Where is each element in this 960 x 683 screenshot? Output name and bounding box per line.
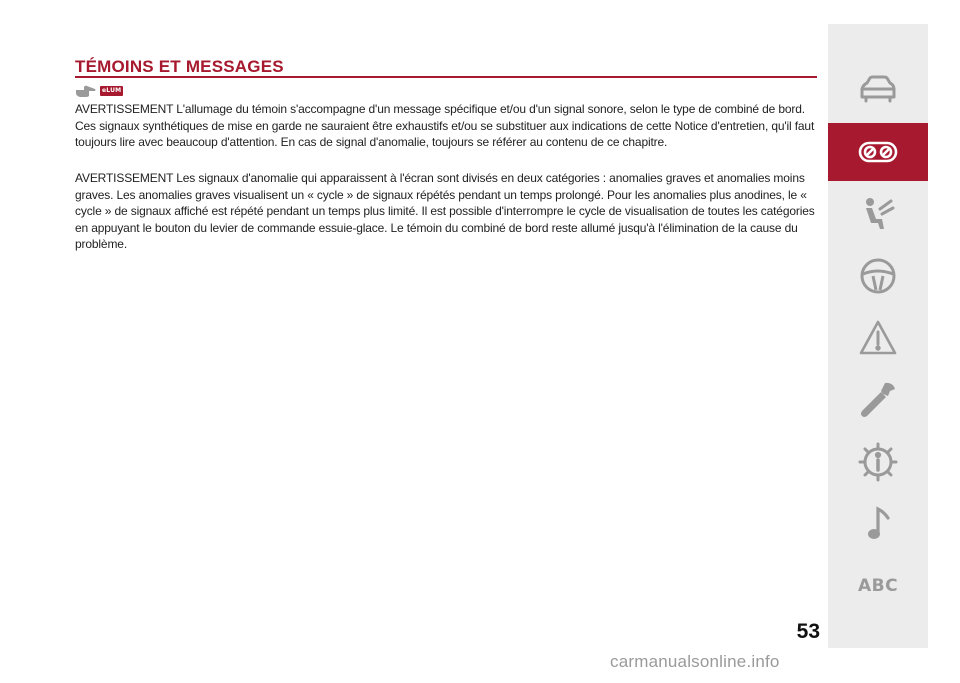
sidebar-item-emergency[interactable] [828,309,928,367]
chapter-sidebar [828,24,928,648]
seat-airbag-icon [857,193,899,235]
watermark: carmanualsonline.info [610,652,780,671]
sidebar-item-technical-data[interactable] [828,433,928,491]
paragraph-2: AVERTISSEMENT Les signaux d'anomalie qui apparaissent à l'écran sont divisés en deux catégories : anomalies graves et anomalies moins graves. Les anomalies graves visualisent un « cycle » de signaux répétés pendant un temps prolongé. Pour les anomalies plus anodines, le « cycle » de signaux affiché est répété pendant un temps plus limité. Il est possible d'interrompre le cycle de visualisation de toutes les catégories en appuyant le bouton du levier de commande essuie-glace. Le témoin du combiné de bord reste allumé jusqu'à l'élimination de la cause du problème. [75,171,815,251]
wrench-icon [857,379,899,421]
sidebar-item-multimedia[interactable] [828,495,928,553]
warning-badge: eLUM [102,87,122,94]
sidebar-item-driving[interactable] [828,247,928,305]
warning-icons [75,84,123,98]
title-rule [75,76,817,78]
music-note-icon [857,503,899,545]
sidebar-item-maintenance[interactable] [828,371,928,429]
sidebar-item-safety[interactable] [828,185,928,243]
dashboard-gauges-icon [857,131,899,173]
pointing-hand-icon [75,84,97,98]
sidebar-item-vehicle[interactable] [828,61,928,119]
technical-data-icon [857,441,899,483]
sidebar-item-dashboard[interactable] [828,123,928,181]
steering-wheel-icon [857,255,899,297]
section-title: TÉMOINS ET MESSAGES [75,57,284,76]
paragraph-1: AVERTISSEMENT L'allumage du témoin s'accompagne d'un message spécifique et/ou d'un signal sonore, selon le type de combiné de bord. Ces signaux synthétiques de mise en garde ne sauraient être exhaustifs et/ou se substituer aux indications de cette Notice d'entretien, qu'il faut toujours lire avec beaucoup d'attention. En cas de signal d'anomalie, toujours se référer au contenu de ce chapitre. [75,102,815,149]
abc-index-icon: ABC [857,576,899,596]
warning-triangle-icon [857,317,899,359]
page-number: 53 [796,620,820,643]
car-icon [857,69,899,111]
sidebar-item-index[interactable] [828,557,928,615]
